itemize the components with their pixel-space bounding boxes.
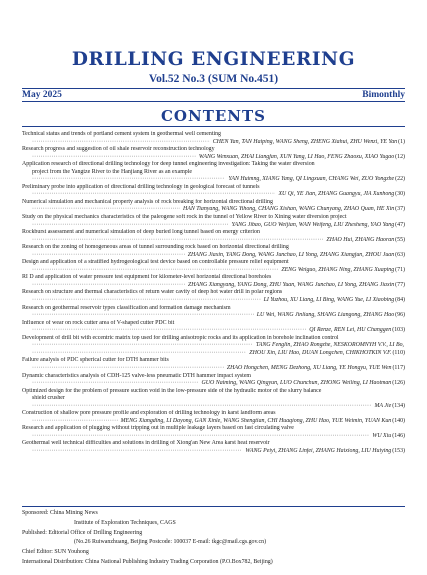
leader-dots — [32, 252, 185, 260]
article-authors-row — [22, 252, 405, 260]
article-authors: ZENG Weiguo, ZHANG Ning, ZHANG Xuaping — [281, 266, 395, 273]
article-title — [22, 440, 405, 448]
article-authors: QI Renze, REN Lei, HU Changgen — [309, 327, 392, 334]
leader-dots — [32, 403, 371, 411]
article-title-text: Research on structure and thermal characteristics of return water cavity of deep hot water drill in polar regions — [22, 289, 283, 296]
sponsor-org-2: Institute of Exploration Techniques, CAGS — [74, 519, 176, 526]
article-title-text: Failure analysis of PDC spherical cutter for DTH hammer bits — [22, 357, 169, 364]
sponsor-line: Sponsored: China Mining News — [22, 510, 98, 516]
article-title-text: Research on geothermal reservoir types classification and formation damage mechanism — [22, 304, 231, 311]
article-authors: ZHOU Xin, LIU Hao, DUAN Longchen, CHIKHOTKIN V.F. — [249, 349, 392, 356]
leader-dots — [32, 139, 210, 147]
article-title-text: Application research of directional drilling technology for deep tunnel engineering investigation: Taking the water diversion — [22, 161, 315, 168]
article-page-number: (134) — [392, 402, 405, 409]
article-authors: YAN Huimng, XIANG Yang, QI Lingxuan, CHANG Wei, ZUO Yongzhe — [228, 176, 395, 183]
article-authors-row — [22, 237, 405, 245]
leader-dots — [32, 206, 180, 214]
contents-heading: CONTENTS — [160, 107, 267, 125]
article-page-number: (77) — [395, 281, 405, 288]
article-page-number: (71) — [395, 266, 405, 273]
article-authors-row — [22, 365, 405, 373]
article-authors: ZHAO Hongchen, MENG Dezhong, XU Liang, YE Hongyu, YUE Wen — [226, 364, 392, 371]
article-page-number: (30) — [395, 191, 405, 198]
article-authors: LU Wei, WANG Jinliang, SHANG Liangong, ZHANG Hao — [256, 312, 395, 319]
article-authors: XU Qi, YE Jian, ZHANG Guangyu, JIA Xunhong — [278, 191, 395, 198]
article-title — [22, 357, 405, 365]
article-authors: WANG Peiyi, ZHANG Linfei, ZHANG Haixiong, LIU Huiying — [245, 447, 392, 454]
article-page-number: (47) — [395, 221, 405, 228]
article-title-text: Research on the zoning of homogeneous areas of tunnel surrounding rock based on horizontal directional drilling — [22, 244, 289, 251]
article-title — [22, 425, 405, 433]
publication-info — [22, 509, 405, 568]
article-page-number: (1) — [398, 138, 405, 145]
article-title — [22, 388, 405, 396]
article-title — [22, 289, 405, 297]
article-authors-row — [22, 139, 405, 147]
article-authors: GUO Naiming, WANG Qingyun, LUO Chunchun, ZHONG Weiling, LI Haotman — [201, 380, 392, 387]
article-authors-row — [22, 312, 405, 320]
article-page-number: (22) — [395, 176, 405, 183]
article-authors: ZHANG Jiaxin, YANG Dong, WANG Junchao, LI Yong, ZHANG Xiangjun, ZHOU Juan — [187, 251, 395, 258]
article-title — [22, 373, 405, 381]
article-authors-row — [22, 206, 405, 214]
leader-dots — [32, 433, 369, 441]
article-title-text: Study on the physical mechanics characteristics of the paleogene soft rock in the tunnel of Yellow River to Xining water diversion project — [22, 214, 347, 221]
article-authors-row — [22, 191, 405, 199]
leader-dots — [32, 237, 323, 245]
leader-dots — [32, 327, 306, 335]
leader-dots — [32, 297, 261, 305]
article-page-number: (117) — [392, 364, 405, 371]
article-page-number: (153) — [392, 447, 405, 454]
article-page-number: (96) — [395, 312, 405, 319]
article-title-text: Development of drill bit with eccentric matrix top used for drilling anisotropic rocks and its application in borehole inclination control — [22, 334, 339, 341]
article-title-text: project from the Yangtze River to the Hanjiang River as an example — [32, 168, 192, 175]
article-authors-row — [22, 433, 405, 441]
article-authors-row — [22, 418, 405, 426]
footer-divider — [22, 506, 405, 507]
table-of-contents — [22, 131, 405, 456]
issue-month: May 2025 — [22, 90, 62, 100]
article-title — [22, 395, 405, 403]
leader-dots — [32, 282, 185, 290]
article-authors: ZHANG Xiangyang, YANG Dong, ZHU Yuan, WANG Junchao, LI Yong, ZHANG Jiaxin — [187, 281, 395, 288]
article-authors: ZHAO Hui, ZHANG Haoran — [326, 236, 395, 243]
distribution-line: International Distribution: China National Publishing Industry Trading Corporation (P.O.Box782, Beijing) — [22, 558, 273, 565]
article-title-text: Research and application of plugging without tripping out in multiple leakage layers based on fast circulating valve — [22, 425, 294, 432]
article-authors-row — [22, 282, 405, 290]
leader-dots — [32, 350, 246, 358]
leader-dots — [32, 365, 224, 373]
publisher-address: (No.26 Ruiwanzhuang, Beijing Postcode: 100037 E-mail: tkgc@mail.cgs.gov.cn) — [74, 539, 267, 546]
article-title — [22, 184, 405, 192]
article-authors-row — [22, 448, 405, 456]
leader-dots — [32, 154, 196, 162]
leader-dots — [32, 418, 118, 426]
article-title — [22, 410, 405, 418]
article-title — [22, 244, 405, 252]
article-title-text: Research progress and suggestion of oil shale reservoir reconstruction technology — [22, 146, 215, 153]
article-title-text: Influence of wear on rock cutter area of V-shaped cutter PDC bit — [22, 319, 175, 326]
article-title — [22, 229, 405, 237]
article-authors-row — [22, 350, 405, 358]
article-title — [22, 161, 405, 169]
article-authors: TANG Fenglin, ZHAO Rongzhe, NESKOROMNYH V.V., LI Bo, — [255, 342, 404, 349]
article-authors: MENG Xiangding, LI Dayong, GAN Xinle, WANG Shengtian, CHI Huaqiong, ZHU Hao, YUE Weimin, YUAN Kun — [120, 417, 392, 424]
article-title-text: Optimized design for the problem of pressure suction void in the low-pressure side of the hydraulic motor of the slurry balance — [22, 387, 322, 394]
article-title-text: Preliminary probe into application of directional drilling technology in geological forecast of tunnels — [22, 183, 260, 190]
article-authors: WU Xiu — [372, 432, 392, 439]
article-authors-row — [22, 327, 405, 335]
article-title-text: Dynamic characteristics analysis of CDH-125 valve-less pneumatic DTH hammer impact system — [22, 372, 252, 379]
leader-dots — [32, 222, 229, 230]
article-authors: CHEN Yan, TAN Haiping, WANG Sheng, ZHENG Xiahui, ZHU Wenzi, YE Yan — [212, 138, 398, 145]
top-divider — [22, 88, 405, 89]
article-page-number: (146) — [392, 432, 405, 439]
article-authors: LI Yuzhou, XU Liang, LI Bing, WANG Yue, LI Xiaobing — [263, 297, 395, 304]
journal-title: DRILLING ENGINEERING — [71, 49, 356, 70]
leader-dots — [32, 380, 199, 388]
article-title — [22, 169, 405, 177]
publisher-line: Published: Editorial Office of Drilling Engineering — [22, 529, 143, 536]
article-title — [22, 214, 405, 222]
article-authors: MA Jie — [374, 402, 392, 409]
article-page-number: (126) — [392, 380, 405, 387]
article-title — [22, 146, 405, 154]
article-title-text: Construction of shallow pore pressure profile and exploration of drilling technology in karst landform areas — [22, 410, 276, 417]
article-page-number: (37) — [395, 206, 405, 213]
leader-dots — [32, 267, 278, 275]
article-title — [22, 131, 405, 139]
article-authors: WANG Wenxuan, ZHAI Liangfan, XUN Yang, LI Hao, FENG Zhaoxu, XIAO Yugao — [198, 153, 395, 160]
leader-dots — [32, 448, 242, 456]
article-title — [22, 320, 405, 328]
article-page-number: (110) — [392, 349, 405, 356]
volume-issue: Vol.52 No.3 (SUM No.451) — [148, 73, 279, 85]
month-divider — [22, 101, 405, 102]
issue-frequency: Bimonthly — [362, 90, 405, 100]
leader-dots — [32, 176, 225, 184]
article-title — [22, 274, 405, 282]
article-authors-row — [22, 176, 405, 184]
article-title — [22, 259, 405, 267]
article-title-text: Numerical simulation and mechanical property analysis of rock breaking for horizontal directional drilling — [22, 198, 273, 205]
article-authors-row — [22, 403, 405, 411]
article-title-text: Design and application of a stratified hydrogeological test device based on controllable pressure relief equipment — [22, 259, 289, 266]
article-title — [22, 199, 405, 207]
article-page-number: (84) — [395, 297, 405, 304]
article-page-number: (103) — [392, 327, 405, 334]
article-page-number: (12) — [395, 153, 405, 160]
article-authors-row — [22, 380, 405, 388]
chief-editor: Chief Editor: SUN Youhong — [22, 549, 89, 556]
article-page-number: (63) — [395, 251, 405, 258]
article-authors-row — [22, 267, 405, 275]
article-authors-row — [22, 154, 405, 162]
leader-dots — [32, 191, 275, 199]
article-title-text: Technical status and trends of portland cement system in geothermal well cementing — [22, 131, 221, 137]
article-title — [22, 305, 405, 313]
leader-dots — [32, 342, 253, 350]
contents-divider — [22, 126, 405, 127]
article-authors: YANG Jibao, GUO Weijian, WAN Weifeng, LIU Zhesheng, YAO Yang — [231, 221, 395, 228]
article-title — [22, 335, 405, 343]
article-authors-row — [22, 222, 405, 230]
article-title-text: Geothermal well technical difficulties and solutions in drilling of Xiong'an New Area karst heat reservoir — [22, 440, 270, 447]
article-authors: HAN Tianyang, WANG Yihong, CHANG Xishan, WANG Chunyang, ZHAO Quan, HE Xin — [183, 206, 395, 213]
leader-dots — [32, 312, 254, 320]
article-authors-row — [22, 297, 405, 305]
article-page-number: (55) — [395, 236, 405, 243]
article-page-number: (140) — [392, 417, 405, 424]
article-title-text: shield crusher — [32, 395, 65, 402]
article-title-text: Rockburst assessment and numerical simulation of deep buried long tunnel based on energy criterion — [22, 229, 260, 236]
article-title-text: RI D and application of water pressure test equipment for kilometer-level horizontal directional boreholes — [22, 274, 272, 281]
article-authors-row — [22, 342, 405, 350]
